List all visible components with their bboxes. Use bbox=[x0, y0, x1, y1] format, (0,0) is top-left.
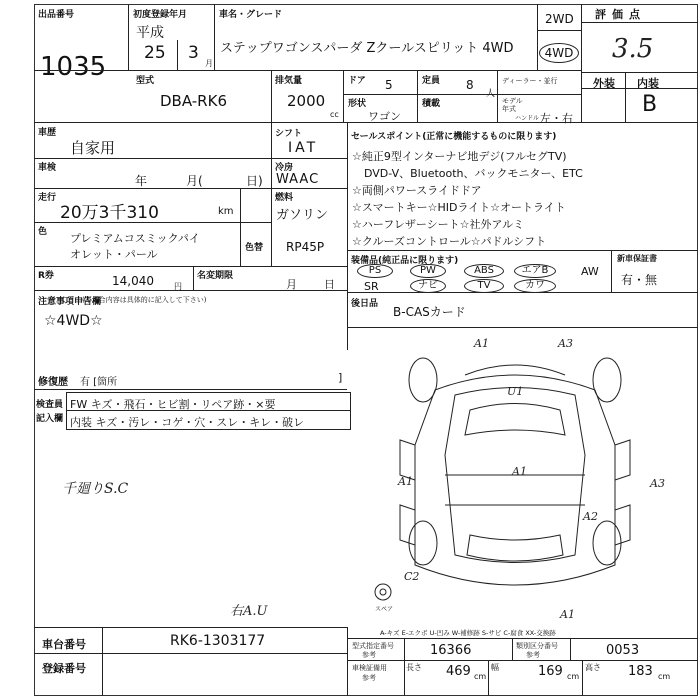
cert-sub: 参考 bbox=[362, 674, 376, 682]
selling-point: ☆純正9型インターナビ地デジ(フルセグTV) bbox=[352, 150, 567, 163]
mileage-unit: km bbox=[218, 206, 234, 217]
recycle-label: R券 bbox=[38, 271, 54, 281]
width-label: 幅 bbox=[491, 663, 499, 672]
len-unit: cm bbox=[474, 672, 487, 681]
inspector-label-1: 検査員 bbox=[36, 400, 64, 410]
shift: IAT bbox=[288, 140, 319, 156]
lot-number: 1035 bbox=[40, 52, 107, 82]
len-label: 長さ bbox=[406, 663, 422, 672]
drive-4wd-text: 4WD bbox=[544, 46, 574, 60]
equip-ps: PS bbox=[357, 264, 393, 278]
dealer-label: ディーラー・並行 bbox=[502, 77, 558, 85]
eval-score: 3.5 bbox=[612, 34, 654, 64]
reg-month: 3 bbox=[188, 43, 199, 63]
notes-sub: (不具合内容は具体的に記入して下さい) bbox=[82, 296, 207, 304]
len: 469 bbox=[446, 664, 471, 679]
selling-point: ☆両側パワースライドドア bbox=[352, 184, 482, 197]
selling-point: ☆スマートキー☆HIDライト☆オートライト bbox=[352, 201, 566, 214]
reg-year: 25 bbox=[144, 43, 166, 63]
notes-label: 注意事項申告欄 bbox=[38, 297, 102, 307]
handle-label: ハンドル bbox=[515, 115, 540, 122]
reg-month-unit: 月 bbox=[205, 59, 213, 68]
load-label: 積載 bbox=[422, 99, 441, 109]
mileage: 20万3千310 bbox=[60, 203, 159, 223]
disp: 2000 bbox=[287, 92, 326, 110]
equip-tv: TV bbox=[464, 279, 504, 293]
chassis: RK6-1303177 bbox=[170, 633, 266, 649]
car-rear-window bbox=[467, 535, 563, 561]
damage-mark: A3 bbox=[650, 477, 665, 490]
chassis-label: 車台番号 bbox=[42, 638, 86, 651]
disp-unit: cc bbox=[330, 110, 339, 119]
seats: 8 bbox=[466, 78, 474, 92]
model-year-label: モデル年式 bbox=[502, 97, 523, 113]
color-no: RP45P bbox=[286, 240, 325, 254]
history: 自家用 bbox=[70, 139, 116, 157]
damage-mark: U1 bbox=[507, 385, 524, 398]
tax-label: 名変期限 bbox=[197, 271, 234, 281]
color-label: 色 bbox=[38, 227, 48, 237]
car-windshield bbox=[465, 404, 565, 436]
equip-aw: AW bbox=[581, 265, 599, 278]
class-no-label: 類別区分番号 bbox=[516, 642, 558, 650]
mileage-label: 走行 bbox=[38, 193, 57, 203]
damage-mark: C2 bbox=[404, 570, 420, 583]
class-no: 0053 bbox=[606, 643, 640, 658]
class-no-sub: 参考 bbox=[526, 651, 540, 659]
damage-mark: A3 bbox=[558, 337, 573, 350]
inspect-month: 月( bbox=[186, 174, 203, 188]
shape: ワゴン bbox=[368, 110, 401, 123]
name-grade: ステップワゴンスパーダ Zクールスピリット 4WD bbox=[220, 41, 514, 56]
door: 5 bbox=[385, 78, 393, 92]
fuel: ガソリン bbox=[276, 208, 329, 223]
cool-label: 冷房 bbox=[275, 163, 294, 173]
car-outline-front bbox=[465, 365, 565, 375]
selling-label: セールスポイント(正常に機能するものに限ります) bbox=[351, 132, 557, 142]
drive-2wd: 2WD bbox=[545, 12, 574, 26]
inspect-label: 車検 bbox=[38, 163, 57, 173]
damage-mark: A2 bbox=[583, 510, 598, 523]
width: 169 bbox=[538, 664, 563, 679]
reg-label: 登録番号 bbox=[42, 662, 86, 675]
warranty-label: 新車保証書 bbox=[617, 254, 657, 263]
type-no-sub: 参考 bbox=[362, 651, 376, 659]
after-label: 後日品 bbox=[351, 299, 379, 309]
handle: 左・右 bbox=[540, 112, 573, 125]
seats-unit: 人 bbox=[486, 89, 496, 99]
type-no-label: 型式指定番号 bbox=[352, 642, 394, 650]
damage-mark: A1 bbox=[474, 337, 489, 350]
damage-legend: A-キズ E-エクボ U-凹み W-補修跡 S-サビ C-腐食 XX-交換跡 bbox=[380, 629, 556, 637]
inspection-line2: 内装 キズ・汚レ・コゲ・穴・スレ・キレ・破レ bbox=[70, 416, 305, 429]
color-line2: オレット・パール bbox=[70, 248, 158, 261]
handwritten-note-2: 右A.U bbox=[230, 604, 268, 619]
first-reg-label: 初度登録年月 bbox=[133, 10, 188, 20]
type-no: 16366 bbox=[430, 643, 472, 658]
lot-label: 出品番号 bbox=[38, 10, 75, 20]
int-label: 内装 bbox=[637, 77, 659, 90]
height: 183 bbox=[628, 664, 653, 679]
inspect-day: 日) bbox=[246, 174, 263, 188]
equip-leather: カワ bbox=[514, 279, 556, 293]
int-grade: B bbox=[642, 92, 658, 117]
equip-airbag: エアB bbox=[514, 264, 556, 278]
repair-label: 修復歴 bbox=[38, 377, 68, 388]
eval-label: 評価点 bbox=[595, 8, 646, 21]
inspector-label-2: 記入欄 bbox=[36, 414, 64, 424]
spare-tire-icon bbox=[373, 582, 393, 602]
color-no-label: 色替 bbox=[245, 243, 264, 253]
repair-bracket-close: ] bbox=[338, 371, 343, 384]
inspect-year: 年 bbox=[135, 174, 148, 188]
equip-abs: ABS bbox=[464, 264, 504, 278]
cert-label: 車検証備用 bbox=[352, 664, 387, 672]
equip-navi: ナビ bbox=[410, 279, 446, 293]
damage-mark: A1 bbox=[512, 465, 527, 478]
tax-month: 月 bbox=[286, 278, 297, 291]
shape-label: 形状 bbox=[348, 99, 367, 109]
color-line1: プレミアムコスミックパイ bbox=[70, 232, 200, 245]
fuel-label: 燃料 bbox=[275, 193, 294, 203]
damage-mark: A1 bbox=[560, 608, 575, 621]
drive-4wd-circled bbox=[539, 43, 579, 63]
model-label: 型式 bbox=[136, 76, 155, 86]
disp-label: 排気量 bbox=[275, 76, 303, 86]
ext-label: 外装 bbox=[593, 77, 615, 90]
width-unit: cm bbox=[567, 672, 580, 681]
height-unit: cm bbox=[658, 672, 671, 681]
selling-point: DVD-V、Bluetooth、バックモニター、ETC bbox=[364, 167, 583, 180]
warranty: 有・無 bbox=[621, 273, 658, 287]
history-label: 車歴 bbox=[38, 128, 57, 138]
height-label: 高さ bbox=[585, 663, 601, 672]
recycle-unit: 円 bbox=[174, 282, 182, 291]
after-value: B-CASカード bbox=[393, 305, 466, 319]
car-outline-body bbox=[415, 375, 615, 585]
door-label: ドア bbox=[348, 76, 366, 86]
shift-label: シフト bbox=[275, 129, 303, 139]
equip-pw: PW bbox=[410, 264, 446, 278]
cool: WAAC bbox=[276, 172, 320, 187]
equip-sr: SR bbox=[364, 280, 379, 293]
selling-point: ☆ハーフレザーシート☆社外アルミ bbox=[352, 218, 525, 231]
notes-text: ☆4WD☆ bbox=[44, 313, 103, 329]
era: 平成 bbox=[136, 25, 164, 41]
inspection-line1: FW キズ・飛石・ヒビ割・リペア跡・×要 bbox=[70, 398, 276, 411]
recycle: 14,040 bbox=[112, 274, 154, 288]
repair-value: 有 [箇所 bbox=[80, 377, 118, 388]
handwritten-note-1: 千廻りS.C bbox=[62, 481, 129, 497]
spare-label: スペア bbox=[375, 606, 394, 613]
name-grade-label: 車名・グレード bbox=[219, 10, 283, 20]
seats-label: 定員 bbox=[422, 76, 441, 86]
equipment-label: 装備品(純正品に限ります) bbox=[351, 256, 459, 266]
damage-mark: A1 bbox=[398, 475, 413, 488]
model: DBA-RK6 bbox=[160, 92, 227, 110]
tax-day: 日 bbox=[324, 278, 335, 291]
selling-point: ☆クルーズコントロール☆パドルシフト bbox=[352, 235, 547, 248]
